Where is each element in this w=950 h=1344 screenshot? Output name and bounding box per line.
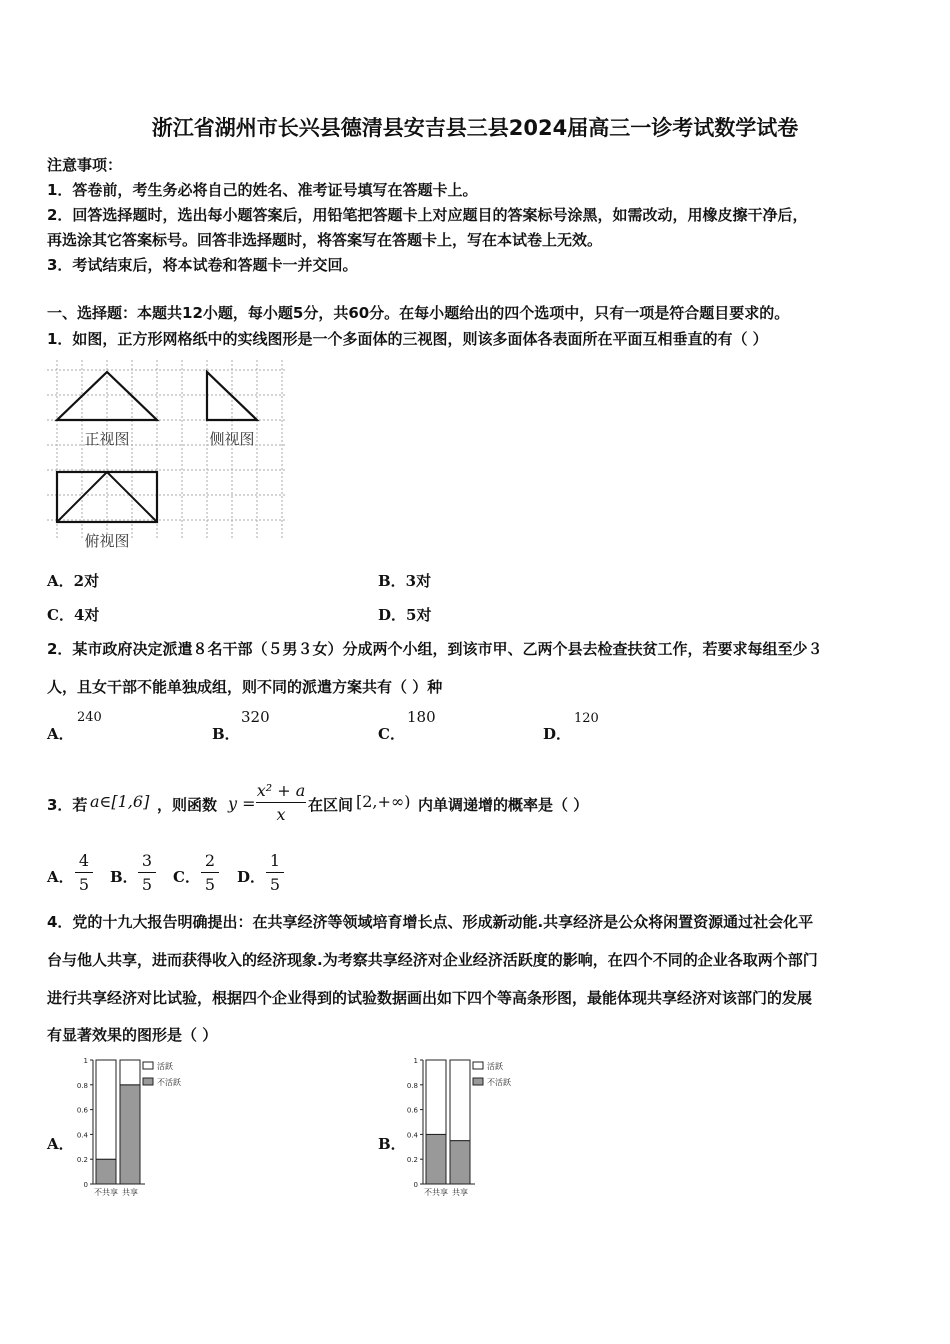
category-label: 共享 [122,1188,138,1197]
bar-active [450,1060,470,1141]
legend-label-active: 活跃 [487,1062,503,1071]
q1-option-a[interactable]: A．2对 [47,572,100,590]
notice-heading: 注意事项： [47,156,123,174]
q3-option-b-num: 3 [141,851,153,870]
q4-chart-a [75,1052,215,1207]
bar-active [120,1060,140,1085]
q4-line-1: 4．党的十九大报告明确提出：在共享经济等领域培育增长点、形成新动能.共享经济是公众将闲置资源通过社会化平 [47,913,814,931]
y-tick-label: 0.6 [76,1106,88,1115]
legend-label-active: 活跃 [157,1062,173,1071]
bar-active [426,1060,446,1134]
y-tick-label: 0.2 [406,1156,418,1165]
q3-option-a-label[interactable]: A． [47,868,74,886]
q3-option-d-label[interactable]: D． [237,868,266,886]
notice-item-3: 3．考试结束后，将本试卷和答题卡一并交回。 [47,256,358,274]
q3-option-d-den: 5 [269,875,281,894]
q1-option-b[interactable]: B．3对 [378,572,432,590]
front-view-label: 正视图 [84,430,130,448]
q2-option-d-label[interactable]: D． [543,725,572,743]
q4-option-b-label[interactable]: B． [378,1135,406,1153]
q4-line-2: 台与他人共享，进而获得收入的经济现象.为考察共享经济对企业经济活跃度的影响，在四个不同的企业各取两个部门 [47,951,818,969]
legend-label-inactive: 不活跃 [487,1078,511,1087]
legend-swatch-active [473,1062,483,1069]
notice-item-2b: 再选涂其它答案标号。回答非选择题时，将答案写在答题卡上，写在本试卷上无效。 [47,231,603,249]
q3-option-a-fraction [75,851,93,894]
top-view-label: 俯视图 [84,532,130,550]
y-tick-label: 0.2 [76,1156,88,1165]
q3-suffix: 内单调递增的概率是（ ） [418,796,589,814]
q2-stem-b: 人，且女干部不能单独成组，则不同的派遣方案共有（ ）种 [47,678,443,696]
q2-option-a-value: 240 [77,710,102,725]
q3-interval: [2,+∞) [356,792,411,811]
three-view-figure [47,360,297,555]
q4-line-4: 有显著效果的图形是（ ） [47,1026,218,1044]
category-label: 共享 [452,1188,468,1197]
q2-option-b-label[interactable]: B． [212,725,240,743]
q2-option-c-label[interactable]: C． [378,725,405,743]
q3-option-a-num: 4 [78,851,90,870]
category-label: 不共享 [424,1188,448,1197]
notice-item-1: 1．答卷前，考生务必将自己的姓名、准考证号填写在答题卡上。 [47,181,478,199]
q3-prefix: 3．若 [47,796,88,814]
q3-option-b-label[interactable]: B． [110,868,138,886]
q4-chart-b [405,1052,545,1207]
y-tick-label: 0.6 [406,1106,418,1115]
legend-label-inactive: 不活跃 [157,1078,181,1087]
q3-option-c-fraction [201,851,219,894]
q4-option-a-label[interactable]: A． [47,1135,74,1153]
q3-interval-text: 在区间 [308,796,354,814]
bar-inactive [120,1085,140,1184]
legend-swatch-inactive [473,1078,483,1085]
q3-condition: a∈[1,6] [90,792,150,811]
q2-option-a-label[interactable]: A． [47,725,74,743]
q3-mid: ，则函数 [157,796,218,814]
q3-function-fraction [256,781,306,824]
y-tick-label: 1 [413,1057,418,1065]
q4-line-3: 进行共享经济对比试验，根据四个企业得到的试验数据画出如下四个等高条形图，最能体现共享经济对该部门的发展 [47,989,813,1007]
section-heading: 一、选择题：本题共12小题，每小题5分，共60分。在每小题给出的四个选项中，只有一项是符合题目要求的。 [47,304,790,322]
bar-inactive [450,1141,470,1184]
y-tick-label: 0.8 [76,1081,88,1090]
bar-active [96,1060,116,1159]
legend-swatch-inactive [143,1078,153,1085]
category-label: 不共享 [94,1188,118,1197]
q2-stem-a: 2．某市政府决定派遣８名干部（５男３女）分成两个小组，到该市甲、乙两个县去检查扶贫工作，若要求每组至少３ [47,640,823,658]
q3-option-c-label[interactable]: C． [173,868,200,886]
q3-option-c-den: 5 [204,875,216,894]
y-tick-label: 0.8 [406,1081,418,1090]
q3-option-a-den: 5 [78,875,90,894]
page-title: 浙江省湖州市长兴县德清县安吉县三县2024届高三一诊考试数学试卷 [151,116,799,140]
q3-option-b-den: 5 [141,875,153,894]
q1-option-d[interactable]: D．5对 [378,606,432,624]
q1-stem: 1．如图，正方形网格纸中的实线图形是一个多面体的三视图，则该多面体各表面所在平面互相垂直的有（ ） [47,330,768,348]
side-view-label: 侧视图 [209,430,255,448]
q2-option-b-value: 320 [241,708,270,726]
y-tick-label: 0 [413,1181,418,1189]
q3-option-d-num: 1 [269,851,281,870]
bar-inactive [96,1159,116,1184]
legend-swatch-active [143,1062,153,1069]
y-tick-label: 0.4 [76,1131,88,1140]
notice-item-2a: 2．回答选择题时，选出每小题答案后，用铅笔把答题卡上对应题目的答案标号涂黑，如需改动，用橡皮擦干净后， [47,206,808,224]
y-tick-label: 0.4 [406,1131,418,1140]
q1-option-c[interactable]: C．4对 [47,606,100,624]
q3-option-d-fraction [266,851,284,894]
q2-option-d-value: 120 [574,711,599,726]
y-tick-label: 1 [83,1057,88,1065]
q3-denominator: x [276,805,286,824]
q3-y-eq: y = [228,794,256,813]
q2-option-c-value: 180 [407,708,436,726]
bar-inactive [426,1134,446,1184]
q3-option-c-num: 2 [204,851,216,870]
y-tick-label: 0 [83,1181,88,1189]
q3-numerator: x² + a [256,781,306,800]
q3-option-b-fraction [138,851,156,894]
